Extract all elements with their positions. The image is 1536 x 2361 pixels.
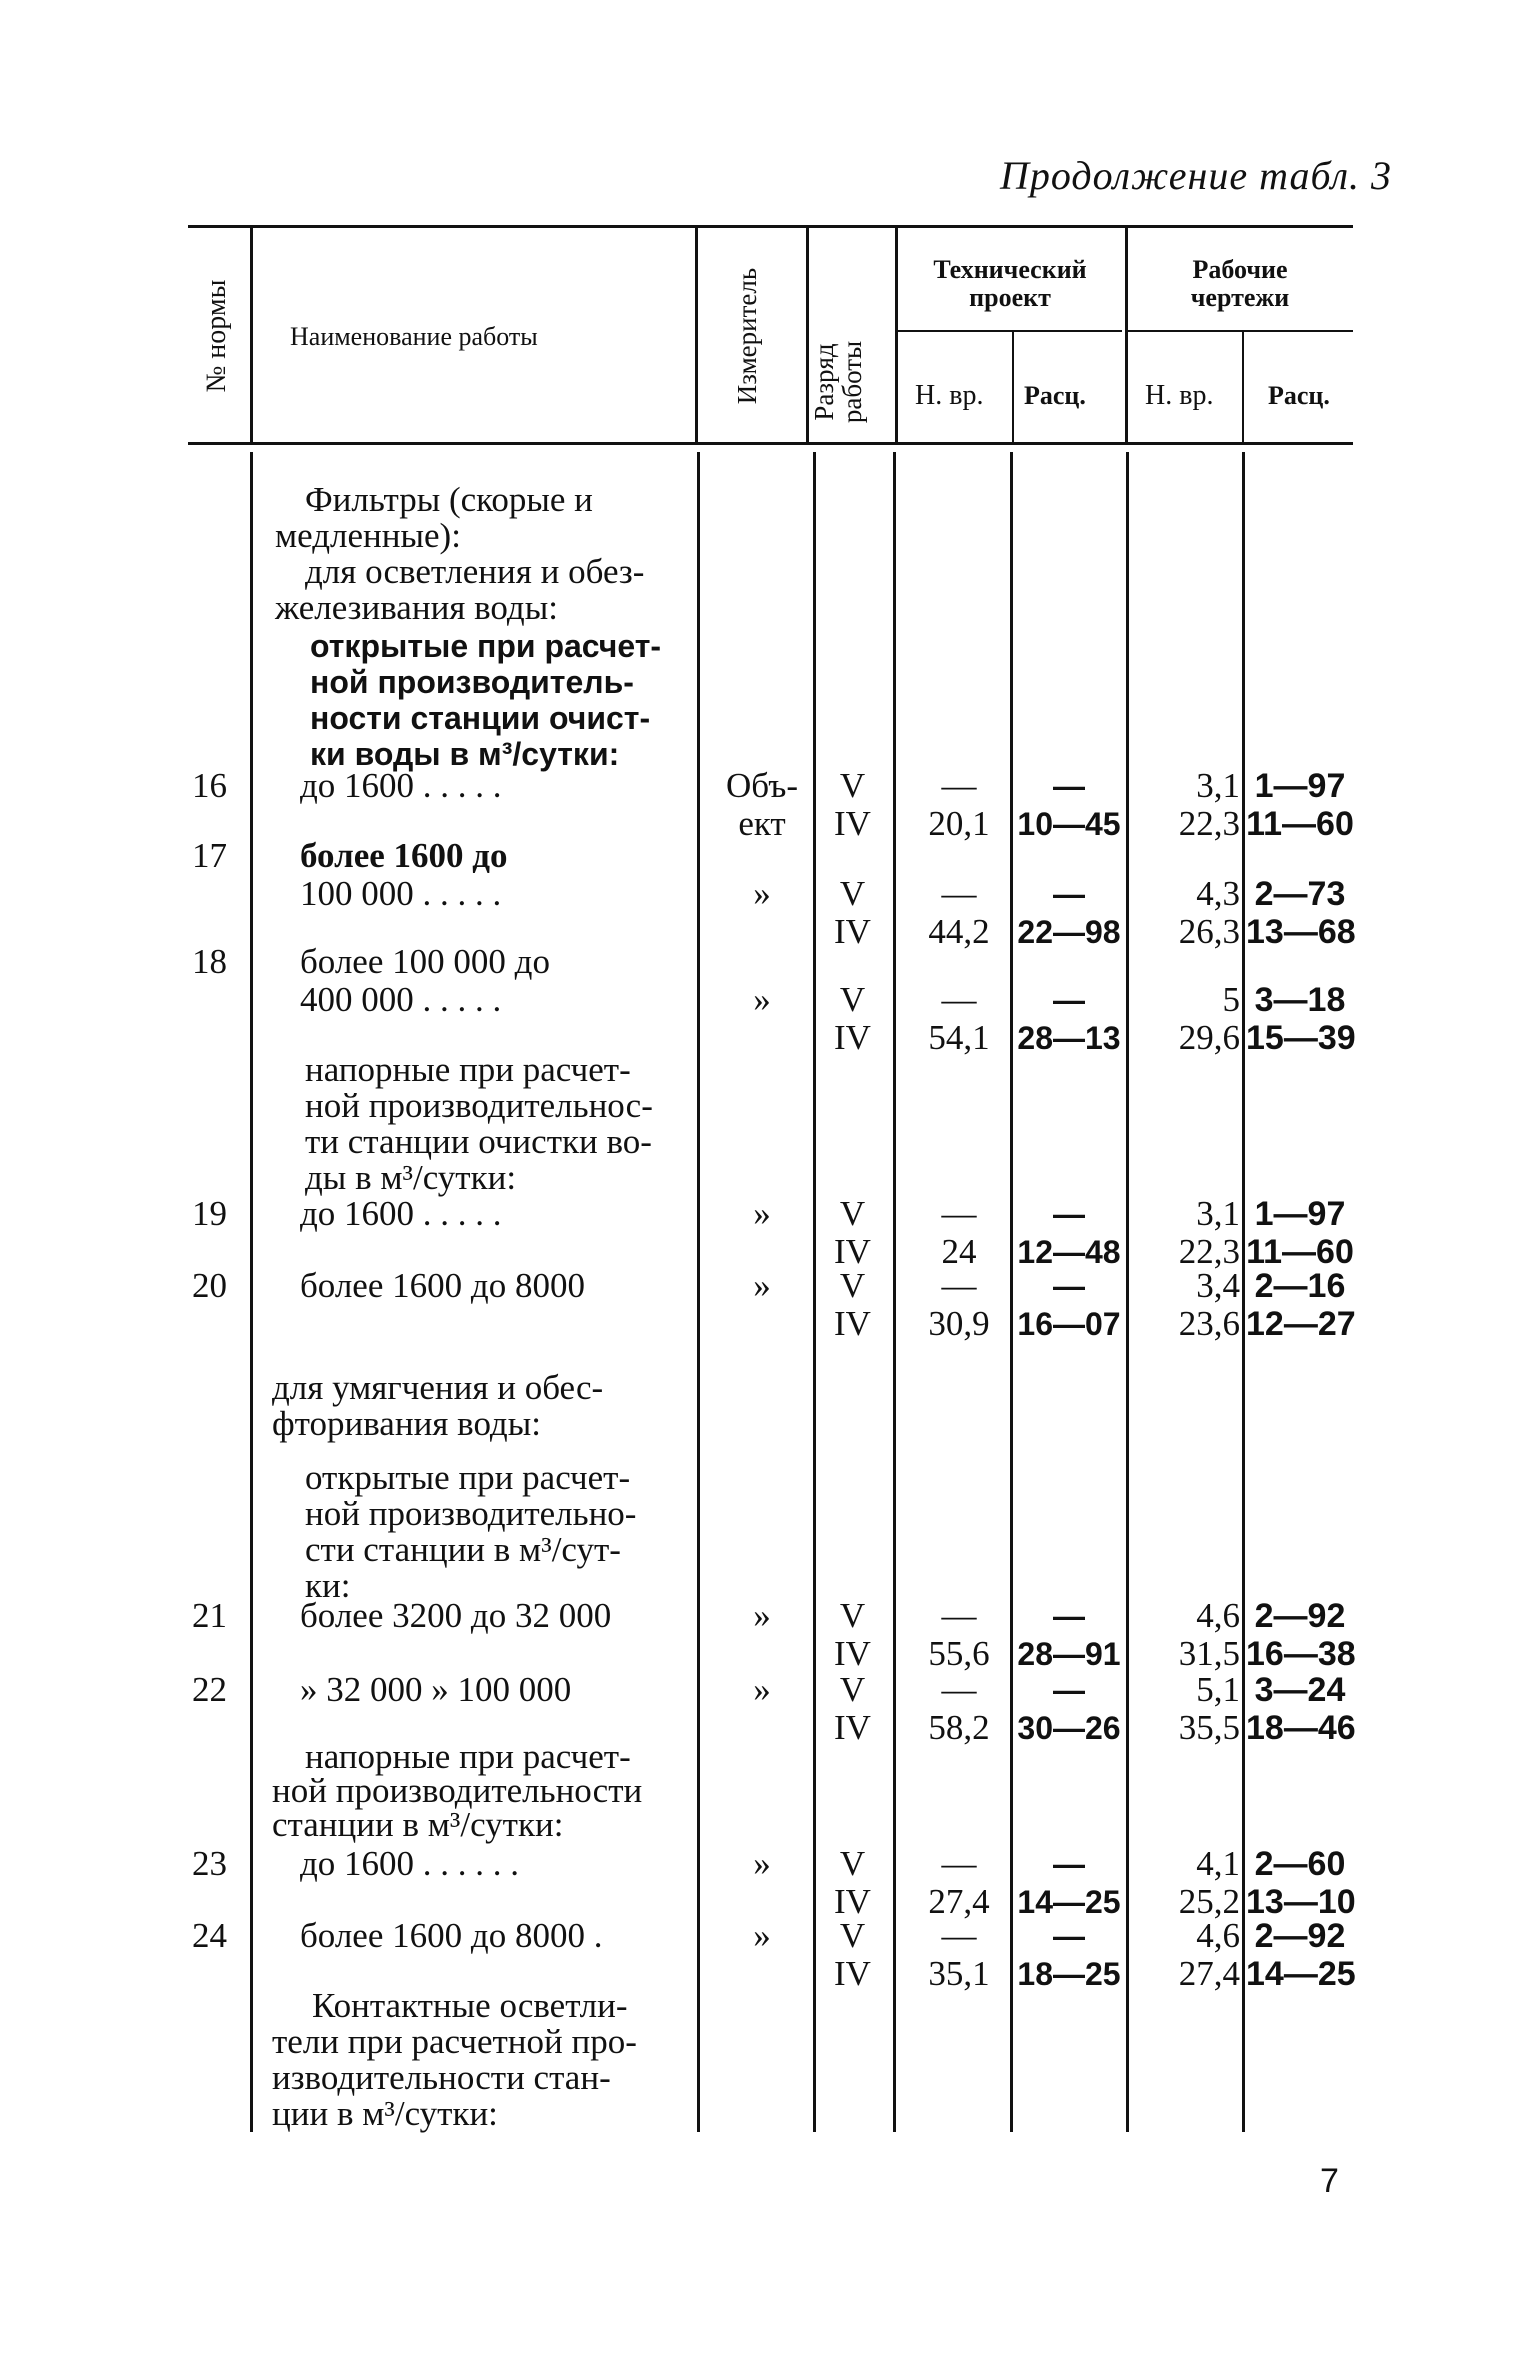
- row-grade: IV: [834, 1882, 871, 1921]
- row-grade: IV: [834, 1708, 871, 1747]
- row-name: более 100 000 до: [300, 942, 550, 981]
- row-tech-rasc: 22—98: [1017, 914, 1121, 950]
- row-no: 18: [192, 942, 227, 981]
- row-tech-rasc: 28—91: [1017, 1636, 1121, 1672]
- row-tech-rasc: 16—07: [1017, 1306, 1121, 1342]
- row-work-rasc: 15—39: [1246, 1019, 1356, 1057]
- row-tech-time: —: [941, 1916, 977, 1955]
- row-tech-rasc: —: [1053, 982, 1085, 1018]
- row-no: 20: [192, 1266, 227, 1305]
- text-block-pressure: напорные при расчет- ной производительнос- ти станции очистки во- ды в м³/сутки:: [305, 1050, 653, 1197]
- row-work-rasc: 13—10: [1246, 1883, 1356, 1921]
- row-tech-rasc: —: [1053, 1196, 1085, 1232]
- row-no: 21: [192, 1596, 227, 1635]
- row-work-time: 3,1: [1196, 1194, 1240, 1233]
- row-tech-time: —: [941, 1844, 977, 1883]
- row-work-time: 23,6: [1178, 1304, 1240, 1343]
- row-work-time: 3,4: [1196, 1266, 1240, 1305]
- row-grade: V: [839, 980, 866, 1019]
- header-work-rasc: Расц.: [1268, 381, 1330, 410]
- row-unit: »: [753, 1844, 771, 1883]
- row-tech-time: —: [941, 1670, 977, 1709]
- row-name: 100 000 . . . . .: [300, 874, 502, 913]
- row-grade: IV: [834, 1304, 871, 1343]
- row-no: 23: [192, 1844, 227, 1883]
- row-work-rasc: 1—97: [1254, 767, 1346, 805]
- row-tech-rasc: —: [1053, 1846, 1085, 1882]
- row-tech-time: 54,1: [928, 1018, 990, 1057]
- row-name: до 1600 . . . . .: [300, 766, 502, 805]
- row-grade: IV: [834, 1018, 871, 1057]
- header-col-no: № нормы: [201, 279, 232, 393]
- body-sep-name: [697, 452, 700, 2132]
- body-sep-work-time: [1242, 452, 1245, 2132]
- row-unit: »: [753, 1596, 771, 1635]
- row-grade: IV: [834, 912, 871, 951]
- row-work-rasc: 18—46: [1246, 1709, 1356, 1747]
- row-tech-rasc: 30—26: [1017, 1710, 1121, 1746]
- row-tech-rasc: 10—45: [1017, 806, 1121, 842]
- row-tech-rasc: —: [1053, 768, 1085, 804]
- row-no: 22: [192, 1670, 227, 1709]
- row-tech-time: 27,4: [928, 1882, 990, 1921]
- header-col-grade: Разряд работы: [809, 340, 867, 424]
- hdr-sep-tech: [1012, 332, 1014, 442]
- table-top-rule: [188, 225, 1353, 228]
- row-unit: »: [753, 1916, 771, 1955]
- header-tech-rasc: Расц.: [1024, 381, 1086, 410]
- row-work-rasc: 2—60: [1254, 1845, 1346, 1883]
- row-work-time: 22,3: [1178, 1232, 1240, 1271]
- row-work-rasc: 3—24: [1254, 1671, 1346, 1709]
- row-tech-time: 20,1: [928, 804, 990, 843]
- row-grade: V: [839, 1844, 866, 1883]
- row-unit: »: [753, 1670, 771, 1709]
- hdr-sep-no: [250, 228, 253, 442]
- body-sep-no: [250, 452, 253, 2132]
- hdr-sep-name: [695, 228, 698, 442]
- row-work-time: 35,5: [1178, 1708, 1240, 1747]
- row-name: до 1600 . . . . . .: [300, 1844, 520, 1883]
- row-name: 400 000 . . . . .: [300, 980, 502, 1019]
- row-work-rasc: 2—16: [1254, 1267, 1346, 1305]
- row-work-time: 5: [1222, 980, 1240, 1019]
- row-tech-time: 24: [941, 1232, 977, 1271]
- page-number: 7: [1320, 2162, 1339, 2200]
- row-tech-rasc: —: [1053, 1918, 1085, 1954]
- row-work-time: 4,3: [1196, 874, 1240, 913]
- row-tech-time: 44,2: [928, 912, 990, 951]
- header-bottom-rule: [188, 442, 1353, 445]
- row-unit: ект: [738, 804, 786, 843]
- row-work-time: 31,5: [1178, 1634, 1240, 1673]
- row-tech-time: —: [941, 980, 977, 1019]
- row-work-rasc: 11—60: [1246, 805, 1354, 843]
- text-block-open: открытые при расчет- ной производитель- ности станции очист- ки воды в м³/сутки:: [310, 628, 662, 772]
- header-col-unit: Измеритель: [732, 267, 762, 405]
- row-tech-time: —: [941, 874, 977, 913]
- row-tech-time: 58,2: [928, 1708, 990, 1747]
- body-sep-tech-rasc: [1126, 452, 1129, 2132]
- row-tech-rasc: 14—25: [1017, 1884, 1121, 1920]
- row-unit: Объ-: [726, 766, 798, 805]
- row-work-time: 5,1: [1196, 1670, 1240, 1709]
- header-group-tech: Технический проект: [933, 255, 1087, 312]
- row-work-time: 27,4: [1178, 1954, 1240, 1993]
- row-no: 17: [192, 836, 227, 875]
- row-grade: V: [839, 1916, 866, 1955]
- row-tech-rasc: —: [1053, 1268, 1085, 1304]
- row-tech-time: 30,9: [928, 1304, 990, 1343]
- row-tech-rasc: —: [1053, 1672, 1085, 1708]
- row-tech-rasc: 12—48: [1017, 1234, 1121, 1270]
- row-work-rasc: 2—73: [1254, 875, 1346, 913]
- row-name: более 1600 до 8000 .: [300, 1916, 603, 1955]
- row-grade: IV: [834, 1232, 871, 1271]
- row-tech-time: 35,1: [928, 1954, 990, 1993]
- row-grade: V: [839, 766, 866, 805]
- row-grade: V: [839, 1596, 866, 1635]
- row-unit: »: [753, 874, 771, 913]
- row-work-rasc: 3—18: [1254, 981, 1346, 1019]
- row-work-time: 22,3: [1178, 804, 1240, 843]
- row-no: 19: [192, 1194, 227, 1233]
- row-tech-time: —: [941, 1596, 977, 1635]
- header-tech-time: Н. вр.: [915, 380, 984, 411]
- text-block-softening: для умягчения и обес- фторивания воды:: [272, 1368, 604, 1443]
- row-grade: IV: [834, 1954, 871, 1993]
- row-tech-rasc: 28—13: [1017, 1020, 1121, 1056]
- row-grade: V: [839, 1194, 866, 1233]
- row-work-rasc: 16—38: [1246, 1635, 1356, 1673]
- row-tech-rasc: —: [1053, 876, 1085, 912]
- row-work-rasc: 13—68: [1246, 913, 1356, 951]
- text-block-contact: Контактные осветли- тели при расчетной про- изводительности стан- ции в м³/сутки:: [272, 1986, 637, 2133]
- row-work-rasc: 1—97: [1254, 1195, 1346, 1233]
- row-work-time: 4,6: [1196, 1596, 1240, 1635]
- row-grade: IV: [834, 804, 871, 843]
- row-work-rasc: 2—92: [1254, 1917, 1346, 1955]
- row-work-time: 4,1: [1196, 1844, 1240, 1883]
- row-tech-time: —: [941, 766, 977, 805]
- row-grade: V: [839, 874, 866, 913]
- row-grade: V: [839, 1266, 866, 1305]
- row-unit: »: [753, 1194, 771, 1233]
- row-work-time: 26,3: [1178, 912, 1240, 951]
- row-work-time: 3,1: [1196, 766, 1240, 805]
- hdr-sep-group: [1125, 228, 1128, 442]
- row-work-rasc: 11—60: [1246, 1233, 1354, 1271]
- header-group-work: Рабочие чертежи: [1190, 255, 1290, 312]
- hdr-sep-grade: [895, 228, 898, 442]
- row-unit: »: [753, 1266, 771, 1305]
- row-name: более 3200 до 32 000: [300, 1596, 612, 1635]
- row-name: до 1600 . . . . .: [300, 1194, 502, 1233]
- row-tech-time: —: [941, 1266, 977, 1305]
- row-name: более 1600 до 8000: [300, 1266, 585, 1305]
- hdr-sep-work: [1242, 332, 1244, 442]
- row-work-rasc: 14—25: [1246, 1955, 1356, 1993]
- row-no: 16: [192, 766, 227, 805]
- row-name: более 1600 до: [300, 836, 508, 875]
- work-group-rule: [1127, 330, 1353, 332]
- row-tech-rasc: —: [1053, 1598, 1085, 1634]
- row-tech-time: 55,6: [928, 1634, 990, 1673]
- header-col-name: Наименование работы: [290, 322, 538, 351]
- row-no: 24: [192, 1916, 227, 1955]
- row-unit: »: [753, 980, 771, 1019]
- row-work-time: 29,6: [1178, 1018, 1240, 1057]
- header-work-time: Н. вр.: [1145, 380, 1214, 411]
- row-tech-time: —: [941, 1194, 977, 1233]
- table-caption: Продолжение табл. 3: [1000, 153, 1393, 198]
- tech-group-rule: [897, 330, 1122, 332]
- body-sep-grade: [893, 452, 896, 2132]
- row-grade: IV: [834, 1634, 871, 1673]
- row-work-rasc: 2—92: [1254, 1597, 1346, 1635]
- text-block-open-2: открытые при расчет- ной производительно- сти станции в м³/сут- ки:: [305, 1458, 637, 1605]
- row-work-time: 4,6: [1196, 1916, 1240, 1955]
- row-tech-rasc: 18—25: [1017, 1956, 1121, 1992]
- text-block-pressure-2: напорные при расчет- ной производительности станции в м³/сутки:: [272, 1737, 643, 1844]
- row-name: » 32 000 » 100 000: [300, 1670, 572, 1709]
- row-work-rasc: 12—27: [1246, 1305, 1356, 1343]
- row-work-time: 25,2: [1178, 1882, 1240, 1921]
- row-grade: V: [839, 1670, 866, 1709]
- text-block-filters: Фильтры (скорые и медленные): для осветления и обез- железивания воды:: [275, 480, 645, 627]
